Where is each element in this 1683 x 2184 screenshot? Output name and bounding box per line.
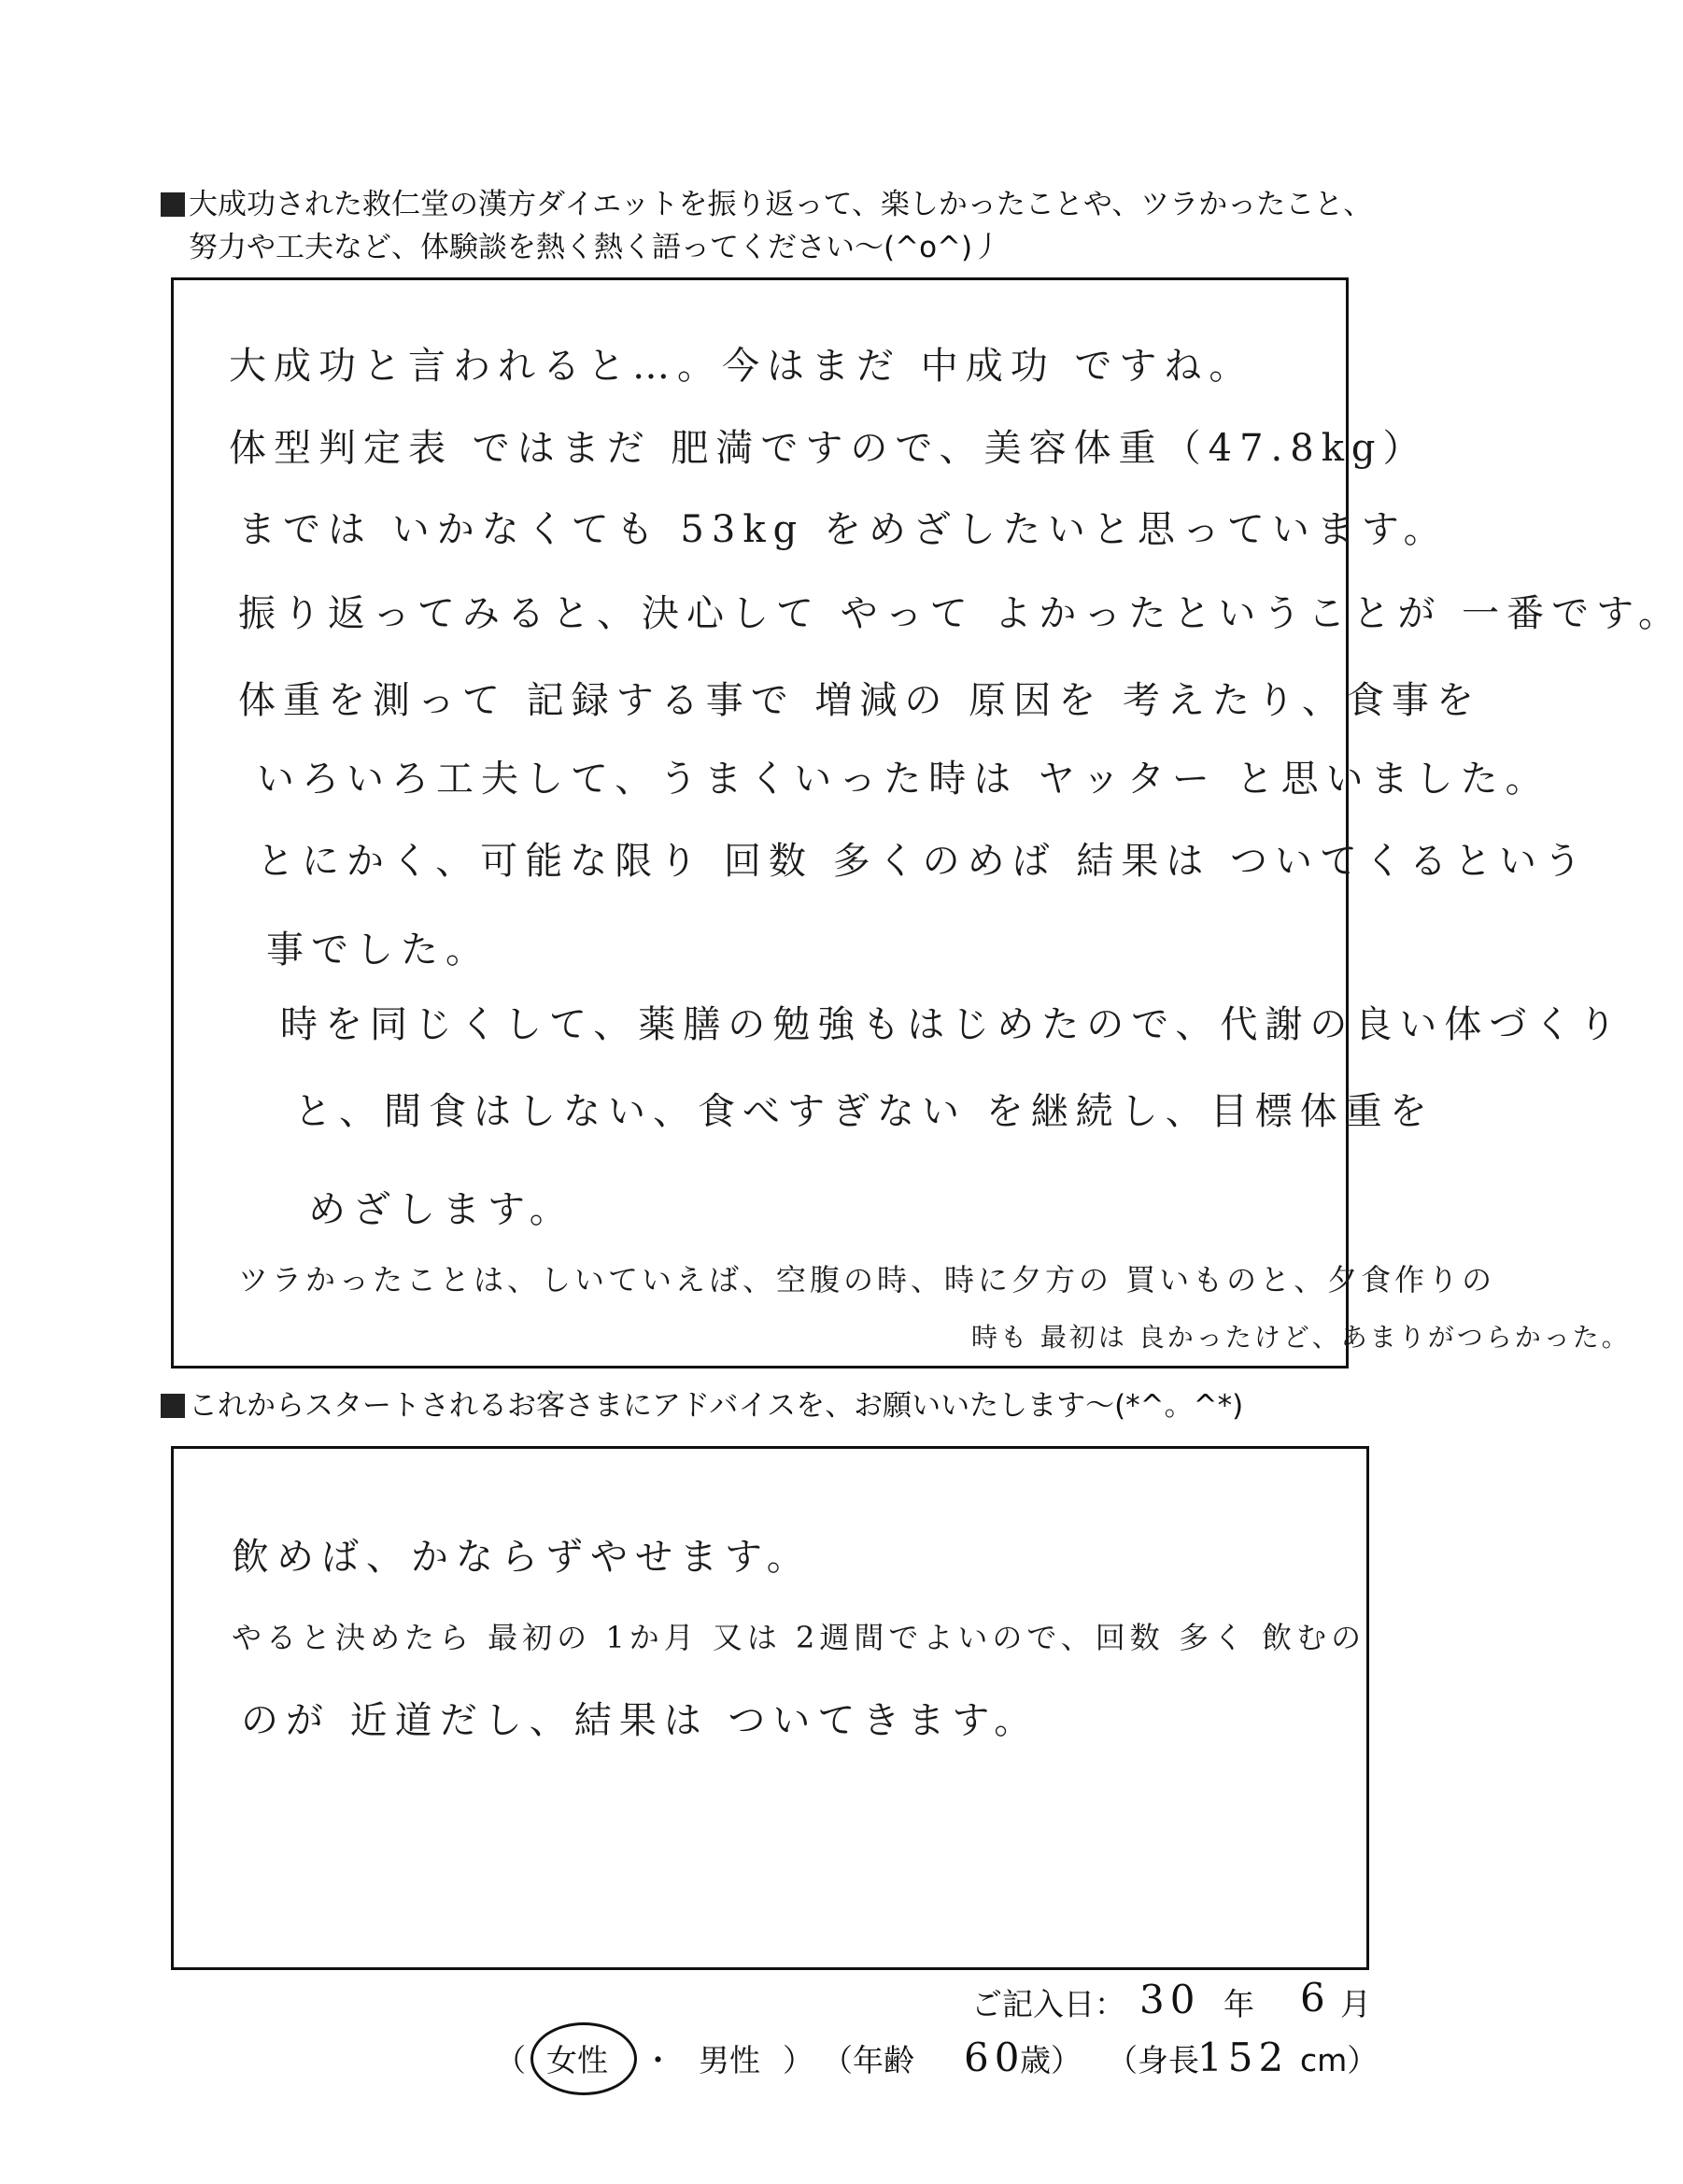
answer-2-line: やると決めたら 最初の 1か月 又は 2週間でよいので、回数 多く 飲むの [232,1620,1366,1655]
answer-1-line: とにかく、可能な限り 回数 多くのめば 結果は ついてくるという [257,840,1590,883]
height-label: （身長 [1107,2042,1199,2078]
age-unit: 歳） [1020,2042,1082,2078]
height-value: 152 [1197,2035,1290,2080]
age-value: 60 [964,2035,1025,2080]
age-label: （年齢 [822,2042,914,2078]
gender-male: 男性 [699,2042,760,2078]
question-1-line-2: 努力や工夫など、体験談を熱く熱く語ってください～(^o^)丿 [189,231,1002,264]
question-2 [161,1384,1243,1427]
date-label: ご記入日： [971,1986,1125,2022]
answer-1-line: 大成功と言われると…。今はまだ 中成功 ですね。 [229,345,1254,388]
close-paren: ） [783,2042,813,2078]
answer-1-line: いろいろ工夫して、うまくいった時は ヤッター と思いました。 [257,758,1550,801]
answer-1-line: 体型判定表 ではまだ 肥満ですので、美容体重（47.8kg） [229,427,1428,470]
gender-female: 女性 [546,2042,608,2078]
answer-1-line: 時も 最初は 良かったけど、あまりがつらかった。 [971,1322,1631,1353]
answer-2-line: 飲めば、かならずやせます。 [232,1536,812,1579]
answer-1-line: ツラかったことは、しいていえば、空腹の時、時に夕方の 買いものと、夕食作りの [238,1262,1496,1298]
answer-1-line: までは いかなくても 53kg をめざしたいと思っています。 [238,508,1449,551]
answer-1-line: 時を同じくして、薬膳の勉強もはじめたので、代謝の良い体づくり [280,1003,1624,1046]
answer-1-line: 振り返ってみると、決心して やって よかったということが 一番です。 [238,592,1683,635]
square-bullet-icon [161,192,185,217]
date-month-unit: 月 [1340,1986,1371,2022]
question-1 [161,183,1372,269]
answer-2-line: のが 近道だし、結果は ついてきます。 [241,1699,1040,1742]
answer-1-line: 体重を測って 記録する事で 増減の 原因を 考えたり、食事を [238,679,1481,722]
gender-separator: ・ [643,2042,673,2078]
question-1-line-1: 大成功された救仁堂の漢方ダイエットを振り返って、楽しかったことや、ツラかったこと、 [189,188,1373,221]
answer-1-line: 事でした。 [266,929,490,971]
date-year-unit: 年 [1223,1986,1254,2022]
open-paren: （ [495,2042,526,2078]
square-bullet-icon [161,1394,185,1418]
question-2-line: これからスタートされるお客さまにアドバイスを、お願いいたします～(*^。^*) [189,1389,1244,1423]
height-unit: cm） [1300,2042,1379,2078]
date-month: 6 [1300,1975,1331,2021]
date-year: 30 [1139,1977,1201,2022]
answer-1-line: めざします。 [308,1188,574,1231]
answer-1-line: と、間食はしない、食べすぎない を継続し、目標体重を [294,1090,1435,1133]
